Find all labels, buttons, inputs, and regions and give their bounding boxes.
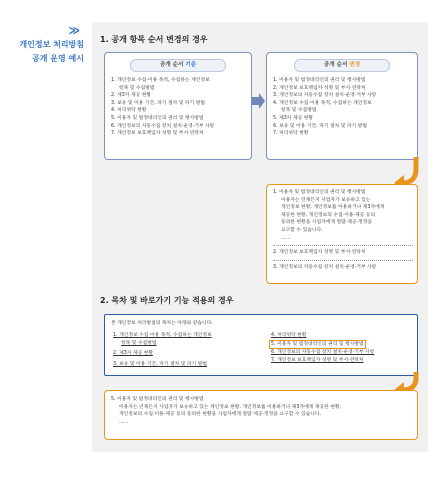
toc-link[interactable]: 4. 처리위탁 현황 <box>271 333 307 338</box>
sidebar-title-line2: 공개 운영 예시 <box>32 54 84 63</box>
toc-link-highlighted[interactable]: 5. 이용자 및 법정대리인의 권리 및 행사방법 <box>269 340 366 350</box>
section2-heading: 2. 목차 및 바로가기 기능 적용의 경우 <box>100 296 234 305</box>
detail-title: 5. 이용자 및 법정대리인의 권리 및 행사방법 <box>111 397 204 402</box>
detail-text: 개인정보의 수집·이용·제공 등의 동의한 현황을 사업자에게 열람·제공·정정을 요구할 수 있습니다. <box>119 412 322 418</box>
list-item: 1. 이용자 및 법정대리인의 권리 및 행사방법 <box>273 78 366 83</box>
detail-list-2 <box>111 396 413 426</box>
list-item: 7. 처리위탁 현황 <box>273 131 309 137</box>
list-item: 6. 개인정보의 자동수집 장치 설치·운영·거부 사항 <box>111 123 215 129</box>
detail-item: 3. 개인정보의 자동수집 장치 설치·운영·거부 사항 <box>273 264 377 270</box>
order-standard-pill: 공개 순서 기준 <box>130 59 226 72</box>
detail-text: 이용자는 언제든지 사업자가 보유하고 있는 <box>281 197 371 203</box>
toc-intro: 본 개인정보 처리방침의 목차는 아래와 같습니다. <box>111 321 213 326</box>
list-item: 항목 및 수집방법 <box>281 108 317 114</box>
detail-item: 2. 개인정보 보호책임자 성명 및 부서·연락처 <box>273 250 366 256</box>
list-item: 4. 개인정보 수집·이용 목적, 수집하는 개인정보 <box>273 100 372 106</box>
detail-text: 이용자는 언제든지 사업자가 보유하고 있는 개인정보 현황, 개인정보를 이용하거나 제3자에게 제공한 현황, <box>119 404 342 410</box>
toc-right-list <box>271 332 413 364</box>
detail-text: 개인정보 현황, 개인정보를 이용하거나 제3자에게 <box>281 205 385 211</box>
divider <box>273 260 413 261</box>
list-item: 7. 개인정보 보호책임자 성명 및 부서·연락처 <box>111 131 204 137</box>
toc-link[interactable]: 1. 개인정보 수집·이용 목적, 수집하는 개인정보 <box>113 333 212 338</box>
list-item: 5. 이용자 및 법정대리인의 권리 및 행사방법 <box>111 115 204 121</box>
ellipsis: …… <box>119 419 129 425</box>
toc-intro-wrap <box>111 320 413 328</box>
section1-heading: 1. 공개 항목 순서 변경의 경우 <box>100 35 208 44</box>
toc-link[interactable]: 6. 개인정보의 자동수집 장치 설치·운영·거부 사항 <box>271 350 375 356</box>
list-item: 5. 제3자 제공 현황 <box>273 115 314 121</box>
toc-link[interactable]: 7. 개인정보 보호책임자 성명 및 부서·연락처 <box>271 357 364 363</box>
sidebar-title-line1: 개인정보 처리방침 <box>19 40 84 49</box>
ellipsis: …… <box>281 235 291 241</box>
toc-link[interactable]: 3. 보유 및 이용 기간, 파기 절차 및 파기 방법 <box>113 361 207 367</box>
detail-box-2 <box>104 390 418 440</box>
detail-list-1 <box>273 189 413 271</box>
order-changed-pill: 공개 순서 변경 <box>294 59 390 72</box>
double-chevron-icon: ≫ <box>68 24 78 37</box>
detail-text: 요구할 수 있습니다. <box>281 227 323 233</box>
order-changed-list <box>273 77 413 138</box>
list-item: 1. 개인정보 수집·이용 목적, 수집하는 개인정보 <box>111 78 210 83</box>
list-item: 6. 보유 및 이용 기간, 파기 절차 및 파기 방법 <box>273 123 367 129</box>
divider <box>273 245 413 246</box>
detail-text: 동의한 현황을 사업자에게 열람·제공·정정을 <box>281 220 373 226</box>
detail-text: 제공한 현황, 개인정보의 수집·이용·제공 등의 <box>281 212 376 218</box>
detail-box-1 <box>266 184 418 284</box>
list-item: 2. 제3자 제공 현황 <box>111 93 152 99</box>
toc-link[interactable]: 2. 제3자 제공 현황 <box>113 351 154 357</box>
toc-link[interactable]: 항목 및 수집방법 <box>121 340 157 346</box>
list-item: 항목 및 수집방법 <box>119 85 155 91</box>
list-item: 4. 처리위탁 현황 <box>111 108 147 114</box>
list-item: 3. 보유 및 이용 기간, 파기 절차 및 파기 방법 <box>111 100 205 106</box>
list-item: 2. 개인정보 보호책임자 성명 및 부서·연락처 <box>273 85 366 91</box>
order-standard-box <box>104 52 252 160</box>
detail-title: 1. 이용자 및 법정대리인의 권리 및 행사방법 <box>273 190 366 195</box>
toc-left-list <box>113 332 263 368</box>
sidebar <box>6 26 84 64</box>
toc-box <box>104 314 418 376</box>
order-standard-list <box>111 77 247 138</box>
content-panel <box>92 22 428 452</box>
order-changed-box <box>266 52 418 160</box>
right-arrow-icon <box>252 92 266 110</box>
list-item: 3. 개인정보의 자동수집 장치 설치·운영·거부 사항 <box>273 93 377 99</box>
